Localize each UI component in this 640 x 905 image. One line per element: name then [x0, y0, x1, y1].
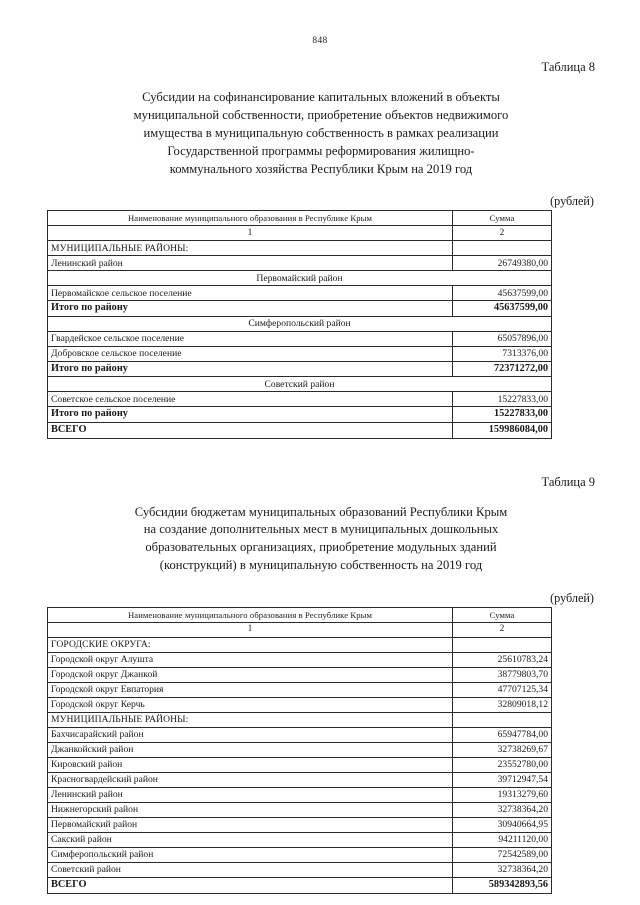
section-spacer — [45, 439, 597, 475]
table-title-line: имущества в муниципальную собственность в рамках реализации — [143, 125, 499, 140]
row-amount: 72542589,00 — [453, 848, 552, 863]
table-row — [48, 256, 552, 271]
row-amount: 32738269,67 — [453, 743, 552, 758]
row-amount: 589342893,56 — [453, 878, 552, 894]
table-row — [48, 392, 552, 407]
subtotal-row — [48, 407, 552, 423]
table-block — [45, 475, 597, 894]
column-header-name: Наименование муниципального образования в Республике Крым — [48, 211, 453, 226]
column-number-2: 2 — [453, 623, 552, 638]
grand-total-row — [48, 878, 552, 894]
table-title-line: Государственной программы реформирования жилищно- — [167, 143, 475, 158]
row-name: Сакский район — [48, 833, 453, 848]
page-number: 848 — [312, 36, 328, 46]
row-name: ВСЕГО — [48, 878, 453, 894]
table-row — [48, 653, 552, 668]
table-row — [48, 683, 552, 698]
row-amount: 7313376,00 — [453, 346, 552, 361]
column-number-1: 1 — [48, 623, 453, 638]
row-amount: 15227833,00 — [453, 407, 552, 423]
table-title-line: коммунального хозяйства Республики Крым на 2019 год — [169, 161, 473, 176]
row-amount: 32809018,12 — [453, 698, 552, 713]
table-header-row — [48, 211, 552, 226]
row-name: ВСЕГО — [48, 423, 453, 439]
row-amount — [453, 638, 552, 653]
subtotal-row — [48, 361, 552, 377]
row-amount: 39712947,54 — [453, 773, 552, 788]
row-name: Первомайский район — [48, 818, 453, 833]
table-header-row — [48, 608, 552, 623]
row-name: Городской округ Алушта — [48, 653, 453, 668]
group-heading-row — [48, 713, 552, 728]
column-header-sum: Сумма — [453, 608, 552, 623]
row-amount: 26749380,00 — [453, 256, 552, 271]
row-name: Нижнегорский район — [48, 803, 453, 818]
table-title-line: Субсидии бюджетам муниципальных образований Республики Крым — [134, 504, 508, 519]
district-heading-row — [48, 377, 552, 392]
row-amount: 45637599,00 — [453, 301, 552, 317]
row-name: Бахчисарайский район — [48, 728, 453, 743]
subtotal-row — [48, 301, 552, 317]
table-row — [48, 668, 552, 683]
units-label: (рублей) — [550, 194, 594, 209]
table-title-line: образовательных организациях, приобретение модульных зданий — [145, 540, 497, 555]
column-header-sum: Сумма — [453, 211, 552, 226]
row-name: Добровское сельское поселение — [48, 346, 453, 361]
budget-table — [47, 607, 552, 894]
table-row — [48, 743, 552, 758]
units-label: (рублей) — [550, 591, 594, 606]
group-heading-row — [48, 241, 552, 256]
page-content — [45, 60, 597, 894]
table-title-line: Субсидии на софинансирование капитальных вложений в объекты — [142, 90, 500, 104]
row-amount: 15227833,00 — [453, 392, 552, 407]
table-row — [48, 331, 552, 346]
row-amount: 159986084,00 — [453, 423, 552, 439]
tables-container — [45, 60, 597, 894]
row-name: Итого по району — [48, 301, 453, 317]
row-name: Ленинский район — [48, 256, 453, 271]
column-number-row — [48, 623, 552, 638]
table-block — [45, 60, 597, 439]
table-row — [48, 863, 552, 878]
row-amount: 47707125,34 — [453, 683, 552, 698]
group-heading-row — [48, 638, 552, 653]
row-amount: 65947784,00 — [453, 728, 552, 743]
table-row — [48, 346, 552, 361]
row-amount — [453, 241, 552, 256]
table-row — [48, 803, 552, 818]
table-row — [48, 758, 552, 773]
row-amount: 72371272,00 — [453, 361, 552, 377]
table-row — [48, 698, 552, 713]
row-name: ГОРОДСКИЕ ОКРУГА: — [48, 638, 453, 653]
row-amount: 32738364,20 — [453, 863, 552, 878]
row-name: МУНИЦИПАЛЬНЫЕ РАЙОНЫ: — [48, 241, 453, 256]
table-row — [48, 773, 552, 788]
row-amount: 32738364,20 — [453, 803, 552, 818]
table-row — [48, 848, 552, 863]
row-amount — [453, 713, 552, 728]
table-caption: Таблица 8 — [541, 60, 595, 74]
column-header-name: Наименование муниципального образования в Республике Крым — [48, 608, 453, 623]
grand-total-row — [48, 423, 552, 439]
row-amount: 65057896,00 — [453, 331, 552, 346]
row-name: Итого по району — [48, 407, 453, 423]
budget-table — [47, 210, 552, 438]
column-number-row — [48, 226, 552, 241]
table-row — [48, 788, 552, 803]
row-amount: 45637599,00 — [453, 286, 552, 301]
row-name: Итого по району — [48, 361, 453, 377]
row-name: МУНИЦИПАЛЬНЫЕ РАЙОНЫ: — [48, 713, 453, 728]
district-heading-label: Советский район — [48, 377, 552, 392]
row-name: Симферопольский район — [48, 848, 453, 863]
column-number-1: 1 — [48, 226, 453, 241]
district-heading-row — [48, 271, 552, 286]
table-title-line: (конструкций) в муниципальную собственность на 2019 год — [159, 558, 483, 573]
table-title-line: муниципальной собственности, приобретение объектов недвижимого — [133, 107, 509, 122]
district-heading-label: Первомайский район — [48, 271, 552, 286]
table-row — [48, 833, 552, 848]
table-caption: Таблица 9 — [541, 474, 595, 489]
row-name: Советское сельское поселение — [48, 392, 453, 407]
row-name: Гвардейское сельское поселение — [48, 331, 453, 346]
row-amount: 19313279,60 — [453, 788, 552, 803]
row-name: Советский район — [48, 863, 453, 878]
row-name: Первомайское сельское поселение — [48, 286, 453, 301]
table-row — [48, 728, 552, 743]
table-row — [48, 286, 552, 301]
row-name: Кировский район — [48, 758, 453, 773]
row-name: Красногвардейский район — [48, 773, 453, 788]
row-name: Городской округ Джанкой — [48, 668, 453, 683]
row-amount: 30940664,95 — [453, 818, 552, 833]
district-heading-label: Симферопольский район — [48, 316, 552, 331]
row-amount: 38779803,70 — [453, 668, 552, 683]
table-title — [86, 504, 556, 576]
row-name: Городской округ Керчь — [48, 698, 453, 713]
district-heading-row — [48, 316, 552, 331]
row-name: Джанкойский район — [48, 743, 453, 758]
column-number-2: 2 — [453, 226, 552, 241]
row-name: Ленинский район — [48, 788, 453, 803]
table-row — [48, 818, 552, 833]
table-title — [86, 89, 556, 178]
table-title-line: на создание дополнительных мест в муниципальных дошкольных — [143, 522, 499, 537]
row-name: Городской округ Евпатория — [48, 683, 453, 698]
row-amount: 94211120,00 — [453, 833, 552, 848]
row-amount: 25610783,24 — [453, 653, 552, 668]
row-amount: 23552780,00 — [453, 758, 552, 773]
